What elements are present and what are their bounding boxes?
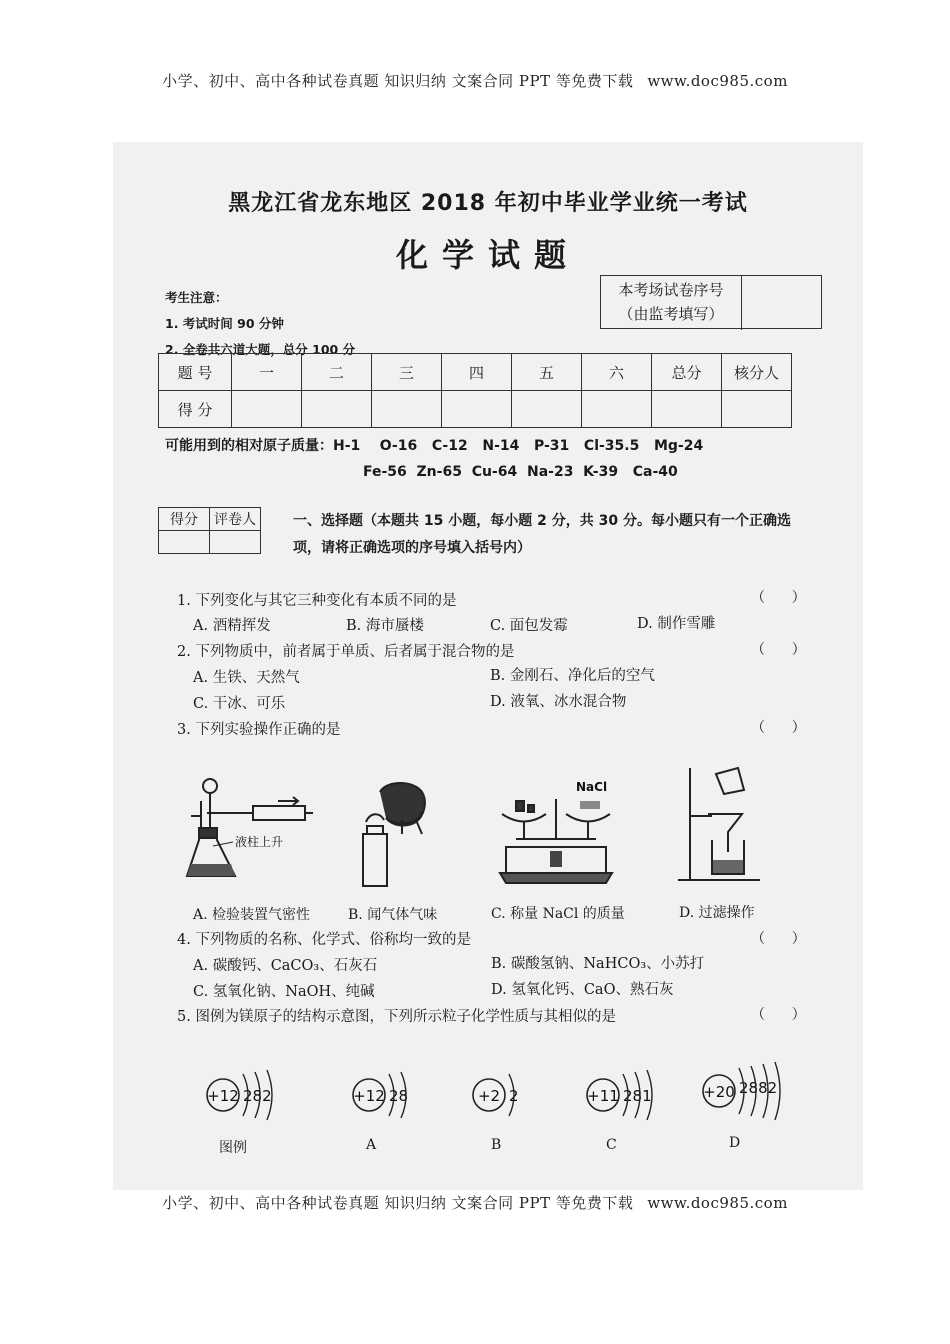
serial-number-box xyxy=(600,275,822,329)
grader-score-cell[interactable] xyxy=(159,531,210,554)
atomic-masses-line1: H-1 O-16 C-12 N-14 P-31 Cl-35.5 Mg-24 xyxy=(333,438,704,454)
question-3-option-d: D. 过滤操作 xyxy=(679,905,755,921)
atom-nucleus: +12 xyxy=(207,1087,239,1105)
answer-paren[interactable]: （ ） xyxy=(751,931,806,947)
question-1-option-d: D. 制作雪雕 xyxy=(637,616,716,632)
score-row-label: 得 分 xyxy=(159,391,232,428)
label-nacl: NaCl xyxy=(576,780,608,794)
question-4-option-b: B. 碳酸氢钠、NaHCO₃、小苏打 xyxy=(491,956,705,972)
serial-label: 本考场试卷序号 （由监考填写） xyxy=(601,276,742,330)
question-5-stem: 5. 图例为镁原子的结构示意图，下列所示粒子化学性质与其相似的是 xyxy=(177,1009,616,1025)
score-header-cell: 四 xyxy=(442,354,512,391)
atom-label-c: C xyxy=(606,1137,617,1153)
score-header-cell: 总分 xyxy=(652,354,722,391)
label-liquid-rise: 液柱上升 xyxy=(235,835,284,849)
grader-name-label: 评卷人 xyxy=(210,508,261,531)
grader-score-label: 得分 xyxy=(159,508,210,531)
atom-shells: 28 xyxy=(389,1087,409,1105)
answer-paren[interactable]: （ ） xyxy=(751,720,806,736)
atom-diagram-c xyxy=(583,1064,663,1116)
figure-smelling xyxy=(356,782,436,890)
answer-paren[interactable]: （ ） xyxy=(751,590,806,606)
section-1-heading: 一、选择题（本题共 15 小题，每小题 2 分，共 30 分。每小题只有一个正确选项，请将正确选项的序号填入括号内） xyxy=(293,513,791,556)
atom-nucleus: +20 xyxy=(703,1083,735,1101)
answer-paren[interactable]: （ ） xyxy=(751,642,806,658)
page-header xyxy=(0,70,950,91)
score-cell[interactable] xyxy=(442,391,512,428)
atom-shells: 2 xyxy=(509,1087,519,1105)
score-header-cell: 二 xyxy=(302,354,372,391)
question-1-option-c: C. 面包发霉 xyxy=(490,618,568,634)
score-cell[interactable] xyxy=(372,391,442,428)
score-header-cell: 三 xyxy=(372,354,442,391)
atom-diagram-a xyxy=(349,1064,419,1116)
atom-nucleus: +11 xyxy=(587,1087,619,1105)
exam-title: 黑龙江省龙东地区 2018 年初中毕业学业统一考试 xyxy=(228,191,748,216)
atom-diagram-d xyxy=(699,1060,799,1116)
question-1-stem: 1. 下列变化与其它三种变化有本质不同的是 xyxy=(177,593,457,609)
atom-shells: 2882 xyxy=(739,1079,778,1097)
score-cell[interactable] xyxy=(582,391,652,428)
note-item: 2. 全卷共六道大题，总分 100 分 xyxy=(165,342,356,357)
atom-label-a: A xyxy=(366,1137,377,1153)
score-cell[interactable] xyxy=(722,391,792,428)
question-2-option-c: C. 干冰、可乐 xyxy=(193,696,286,712)
question-2-option-d: D. 液氧、冰水混合物 xyxy=(490,694,627,710)
atom-diagram-b xyxy=(469,1064,529,1116)
score-cell[interactable] xyxy=(512,391,582,428)
footer-text: 小学、初中、高中各种试卷真题 知识归纳 文案合同 PPT 等免费下载 xyxy=(162,1194,634,1212)
question-3-stem: 3. 下列实验操作正确的是 xyxy=(177,722,341,738)
notes-heading: 考生注意： xyxy=(165,290,228,305)
atomic-masses xyxy=(165,433,703,485)
figure-balance xyxy=(496,779,614,891)
atomic-masses-label: 可能用到的相对原子质量： xyxy=(165,438,333,454)
page-footer xyxy=(0,1192,950,1213)
question-4-option-a: A. 碳酸钙、CaCO₃、石灰石 xyxy=(193,958,378,974)
question-1-option-b: B. 海市蜃楼 xyxy=(346,618,424,634)
atom-nucleus: +12 xyxy=(353,1087,385,1105)
grader-table xyxy=(158,507,261,554)
question-2-stem: 2. 下列物质中，前者属于单质、后者属于混合物的是 xyxy=(177,644,515,660)
score-header-cell: 一 xyxy=(232,354,302,391)
grader-name-cell[interactable] xyxy=(210,531,261,554)
score-cell[interactable] xyxy=(232,391,302,428)
score-header-row xyxy=(159,354,792,391)
score-cell[interactable] xyxy=(652,391,722,428)
question-2-option-a: A. 生铁、天然气 xyxy=(193,670,300,686)
question-3-option-c: C. 称量 NaCl 的质量 xyxy=(491,906,625,922)
score-table xyxy=(158,353,792,428)
score-cell[interactable] xyxy=(302,391,372,428)
exam-paper xyxy=(113,142,863,1190)
atomic-masses-line2: Fe-56 Zn-65 Cu-64 Na-23 K-39 Ca-40 xyxy=(363,464,678,480)
question-4-option-d: D. 氢氧化钙、CaO、熟石灰 xyxy=(491,982,674,998)
footer-url[interactable]: www.doc985.com xyxy=(647,1194,788,1212)
exam-notes xyxy=(165,285,355,363)
question-3-option-a: A. 检验装置气密性 xyxy=(193,907,311,923)
atom-diagram-legend xyxy=(201,1064,281,1116)
atom-label-d: D xyxy=(729,1135,741,1151)
question-2-option-b: B. 金刚石、净化后的空气 xyxy=(490,668,655,684)
answer-paren[interactable]: （ ） xyxy=(751,1007,806,1023)
atom-shells: 282 xyxy=(243,1087,272,1105)
question-4-stem: 4. 下列物质的名称、化学式、俗称均一致的是 xyxy=(177,932,471,948)
figure-airtightness xyxy=(183,776,333,891)
question-1-option-a: A. 酒精挥发 xyxy=(193,618,271,634)
score-value-row xyxy=(159,391,792,428)
header-text: 小学、初中、高中各种试卷真题 知识归纳 文案合同 PPT 等免费下载 xyxy=(162,72,634,90)
atom-label-legend: 图例 xyxy=(219,1140,247,1156)
atom-label-b: B xyxy=(491,1137,502,1153)
score-header-cell: 题 号 xyxy=(159,354,232,391)
exam-subject: 化学试题 xyxy=(395,236,580,274)
score-header-cell: 六 xyxy=(582,354,652,391)
note-item: 1. 考试时间 90 分钟 xyxy=(165,316,284,331)
header-url[interactable]: www.doc985.com xyxy=(647,72,788,90)
score-header-cell: 核分人 xyxy=(722,354,792,391)
figure-filtration xyxy=(676,768,762,890)
question-3-option-b: B. 闻气体气味 xyxy=(348,907,438,923)
atom-shells: 281 xyxy=(623,1087,652,1105)
score-header-cell: 五 xyxy=(512,354,582,391)
atom-nucleus: +2 xyxy=(477,1087,501,1105)
question-4-option-c: C. 氢氧化钠、NaOH、纯碱 xyxy=(193,984,375,1000)
